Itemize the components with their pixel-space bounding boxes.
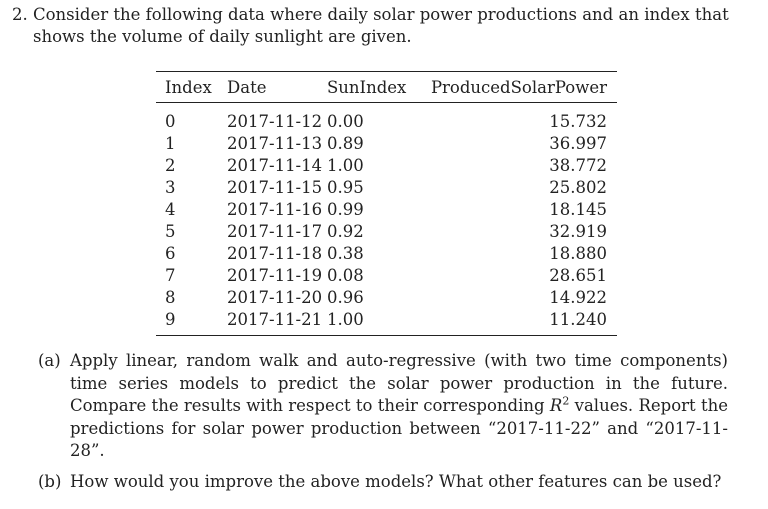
question-text: Consider the following data where daily solar power productions and an index that shows the volume of daily sunlight are given. bbox=[33, 5, 729, 46]
cell-index: 6 bbox=[165, 244, 176, 263]
cell-produced-solar-power: 36.997 bbox=[549, 134, 607, 153]
cell-index: 0 bbox=[165, 112, 176, 131]
cell-produced-solar-power: 11.240 bbox=[427, 309, 617, 336]
table-row bbox=[156, 243, 617, 265]
cell-date: 2017-11-12 bbox=[227, 112, 323, 131]
r-squared-exponent: 2 bbox=[562, 394, 570, 408]
table-body bbox=[156, 103, 617, 336]
part-a-text-2: values. Report the predictions for solar power production between “2017-11-22” and “2017-11-28”. bbox=[70, 396, 729, 460]
cell-sunindex: 0.96 bbox=[327, 288, 364, 307]
part-b-text: How would you improve the above models? What other features can be used? bbox=[70, 471, 722, 491]
cell-date: 2017-11-21 bbox=[227, 309, 327, 336]
table-row bbox=[156, 155, 617, 177]
cell-produced-solar-power: 28.651 bbox=[549, 266, 607, 285]
sub-questions bbox=[38, 350, 728, 501]
cell-index: 8 bbox=[165, 288, 176, 307]
cell-sunindex: 1.00 bbox=[327, 156, 364, 175]
header-produced-solar-power: ProducedSolarPower bbox=[427, 72, 617, 103]
part-b-label: (b) bbox=[38, 471, 62, 491]
table-row bbox=[156, 309, 617, 336]
cell-sunindex: 0.00 bbox=[327, 112, 364, 131]
cell-produced-solar-power: 15.732 bbox=[549, 112, 607, 131]
cell-index: 9 bbox=[156, 309, 227, 336]
table-row bbox=[156, 221, 617, 243]
cell-sunindex: 0.08 bbox=[327, 266, 364, 285]
cell-date: 2017-11-19 bbox=[227, 266, 323, 285]
cell-index: 7 bbox=[165, 266, 176, 285]
cell-index: 1 bbox=[165, 134, 176, 153]
cell-sunindex: 0.92 bbox=[327, 222, 364, 241]
header-sunindex: SunIndex bbox=[327, 72, 427, 103]
cell-produced-solar-power: 14.922 bbox=[549, 288, 607, 307]
cell-produced-solar-power: 18.880 bbox=[549, 244, 607, 263]
part-b bbox=[38, 471, 728, 494]
r-symbol: R bbox=[549, 396, 563, 415]
header-date: Date bbox=[227, 72, 327, 103]
cell-sunindex: 0.99 bbox=[327, 200, 364, 219]
cell-date: 2017-11-14 bbox=[227, 156, 323, 175]
cell-index: 5 bbox=[165, 222, 176, 241]
cell-date: 2017-11-13 bbox=[227, 134, 323, 153]
cell-date: 2017-11-15 bbox=[227, 178, 323, 197]
part-a bbox=[38, 350, 728, 463]
table-row bbox=[156, 133, 617, 155]
question-2 bbox=[12, 4, 732, 48]
cell-index: 3 bbox=[165, 178, 176, 197]
cell-sunindex: 0.38 bbox=[327, 244, 364, 263]
table-row bbox=[156, 265, 617, 287]
part-a-text-1: Apply linear, random walk and auto-regressive (with two time components) time series models to predict the solar power production in the future. Compare the results with respect to their corresponding bbox=[70, 351, 728, 415]
cell-date: 2017-11-20 bbox=[227, 288, 323, 307]
cell-produced-solar-power: 32.919 bbox=[549, 222, 607, 241]
header-index: Index bbox=[156, 72, 227, 103]
cell-produced-solar-power: 18.145 bbox=[549, 200, 607, 219]
cell-date: 2017-11-18 bbox=[227, 244, 323, 263]
cell-sunindex: 0.89 bbox=[327, 134, 364, 153]
cell-produced-solar-power: 38.772 bbox=[549, 156, 607, 175]
cell-sunindex: 0.95 bbox=[327, 178, 364, 197]
table-row bbox=[156, 199, 617, 221]
cell-produced-solar-power: 25.802 bbox=[549, 178, 607, 197]
part-a-label: (a) bbox=[38, 351, 61, 370]
table-row bbox=[156, 103, 617, 134]
cell-sunindex: 1.00 bbox=[327, 309, 427, 336]
table-row bbox=[156, 177, 617, 199]
cell-index: 2 bbox=[165, 156, 176, 175]
table-header-row bbox=[156, 72, 617, 103]
cell-date: 2017-11-17 bbox=[227, 222, 323, 241]
table-row bbox=[156, 287, 617, 309]
cell-index: 4 bbox=[165, 200, 176, 219]
data-table bbox=[156, 71, 617, 336]
question-number: 2. bbox=[12, 5, 28, 24]
cell-date: 2017-11-16 bbox=[227, 200, 323, 219]
